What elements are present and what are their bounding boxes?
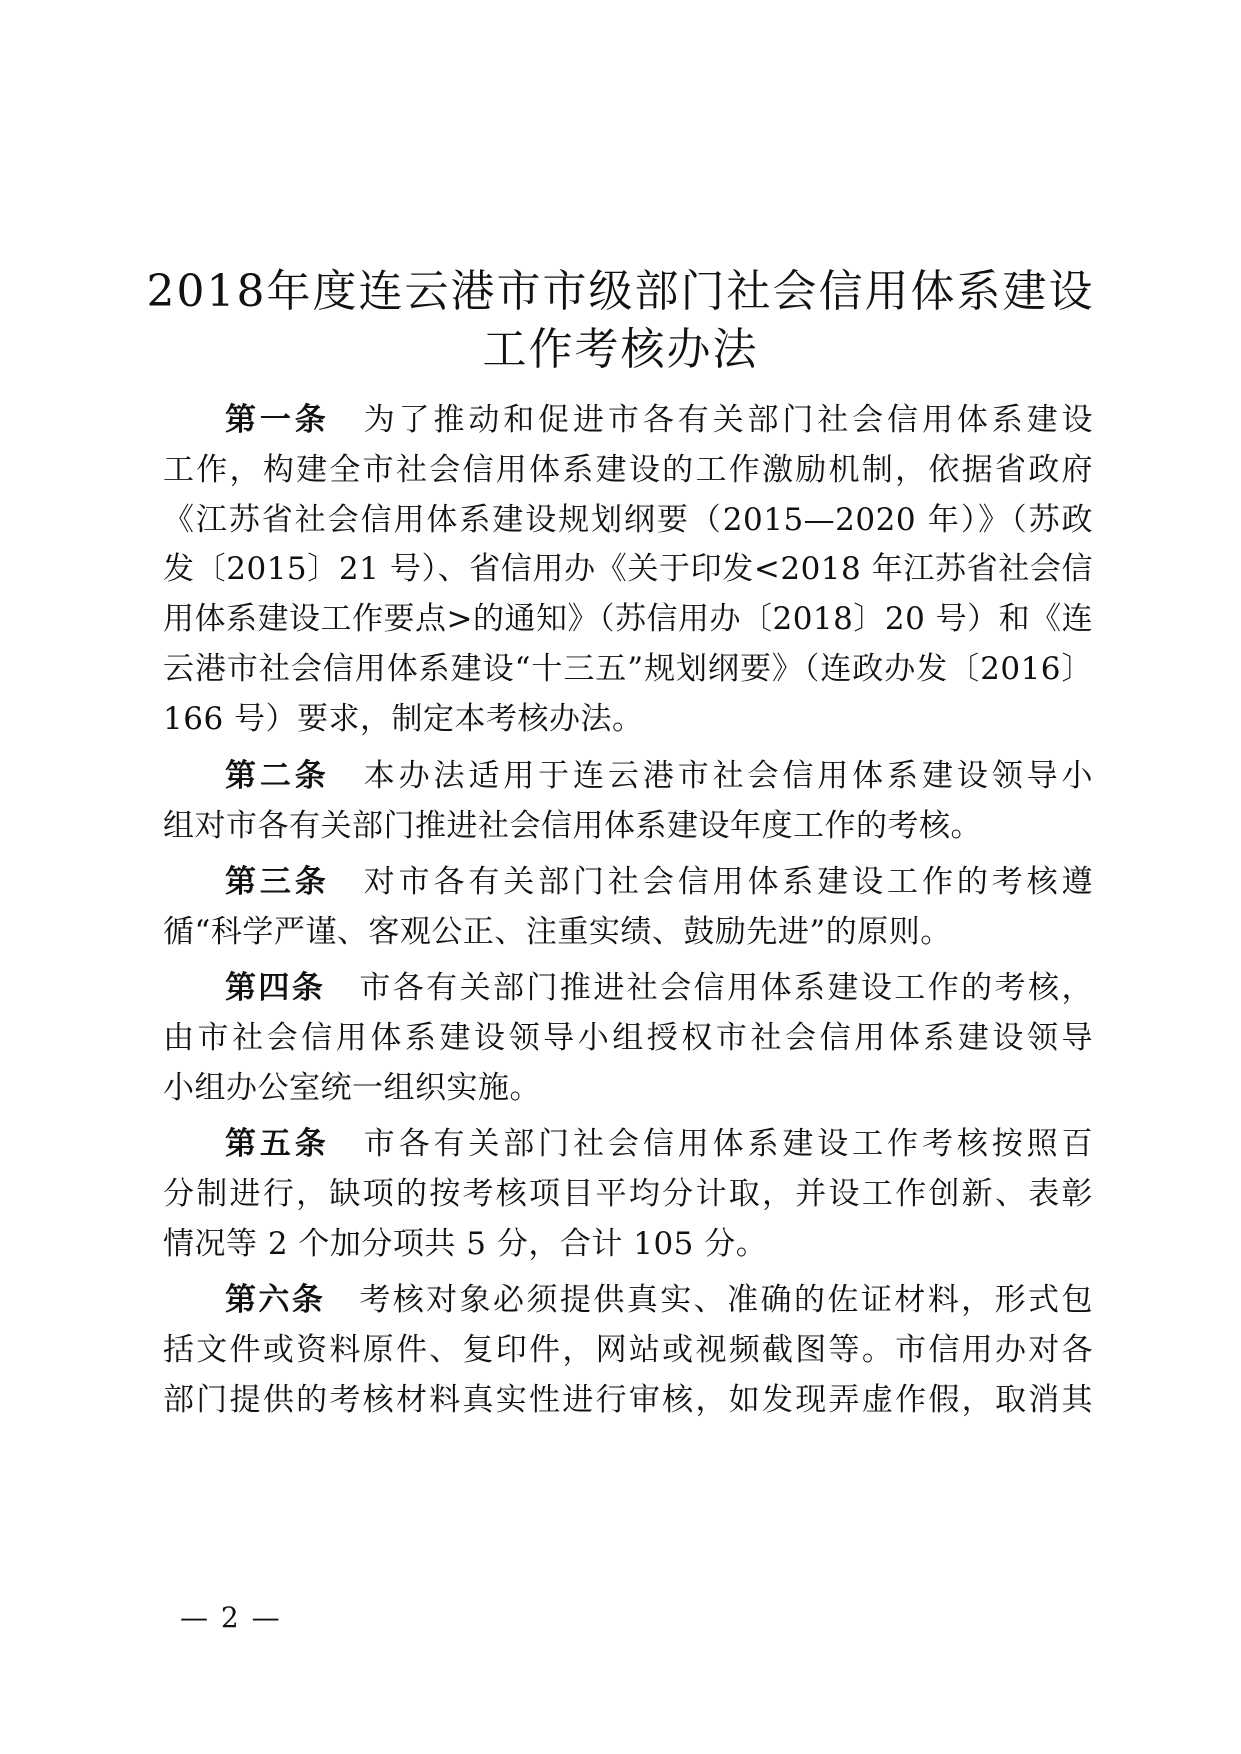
document-title-line-1: 2018年度连云港市市级部门社会信用体系建设 — [146, 266, 1095, 317]
article-2-line-2: 组对市各有关部门推进社会信用体系建设年度工作的考核。 — [163, 808, 982, 844]
article-6-label: 第六条 — [225, 1282, 326, 1318]
article-2-label: 第二条 — [225, 758, 330, 794]
article-5-line-1: 第五条 市各有关部门社会信用体系建设工作考核按照百 — [225, 1126, 1094, 1162]
page-number: — 2 — — [180, 1601, 282, 1634]
article-4-label: 第四条 — [225, 970, 326, 1006]
article-1-line-4: 发〔2015〕21 号）、省信用办《关于印发<2018 年江苏省社会信 — [163, 551, 1093, 587]
article-6-line-3: 部门提供的考核材料真实性进行审核，如发现弄虚作假，取消其 — [163, 1382, 1093, 1418]
article-5-line-3: 情况等 2 个加分项共 5 分，合计 105 分。 — [163, 1226, 768, 1262]
article-1-line-5: 用体系建设工作要点>的通知》（苏信用办〔2018〕20 号）和《连 — [163, 601, 1094, 637]
article-4-line-3: 小组办公室统一组织实施。 — [163, 1070, 541, 1106]
document-title-line-2: 工作考核办法 — [482, 324, 759, 375]
article-1-line-3: 《江苏省社会信用体系建设规划纲要（2015—2020 年）》（苏政 — [163, 502, 1093, 538]
article-2-line-1: 第二条 本办法适用于连云港市社会信用体系建设领导小 — [225, 758, 1094, 794]
article-1-line-7: 166 号）要求，制定本考核办法。 — [163, 701, 644, 737]
article-1-line-1: 第一条 为了推动和促进市各有关部门社会信用体系建设 — [225, 402, 1094, 438]
article-1-label: 第一条 — [225, 402, 330, 438]
article-6-line-2: 括文件或资料原件、复印件，网站或视频截图等。市信用办对各 — [163, 1332, 1093, 1368]
article-3-line-1: 第三条 对市各有关部门社会信用体系建设工作的考核遵 — [225, 864, 1094, 900]
article-4-line-1: 第四条 市各有关部门推进社会信用体系建设工作的考核， — [225, 970, 1093, 1006]
article-5-label: 第五条 — [225, 1126, 330, 1162]
article-1-line-2: 工作，构建全市社会信用体系建设的工作激励机制，依据省政府 — [163, 452, 1093, 488]
article-3-line-2: 循“科学严谨、客观公正、注重实绩、鼓励先进”的原则。 — [163, 914, 952, 950]
article-3-label: 第三条 — [225, 864, 330, 900]
article-6-line-1: 第六条 考核对象必须提供真实、准确的佐证材料，形式包 — [225, 1282, 1093, 1318]
article-5-line-2: 分制进行，缺项的按考核项目平均分计取，并设工作创新、表彰 — [163, 1176, 1093, 1212]
article-1-line-6: 云港市社会信用体系建设“十三五”规划纲要》（连政办发〔2016〕 — [163, 651, 1093, 687]
article-4-line-2: 由市社会信用体系建设领导小组授权市社会信用体系建设领导 — [163, 1020, 1093, 1056]
